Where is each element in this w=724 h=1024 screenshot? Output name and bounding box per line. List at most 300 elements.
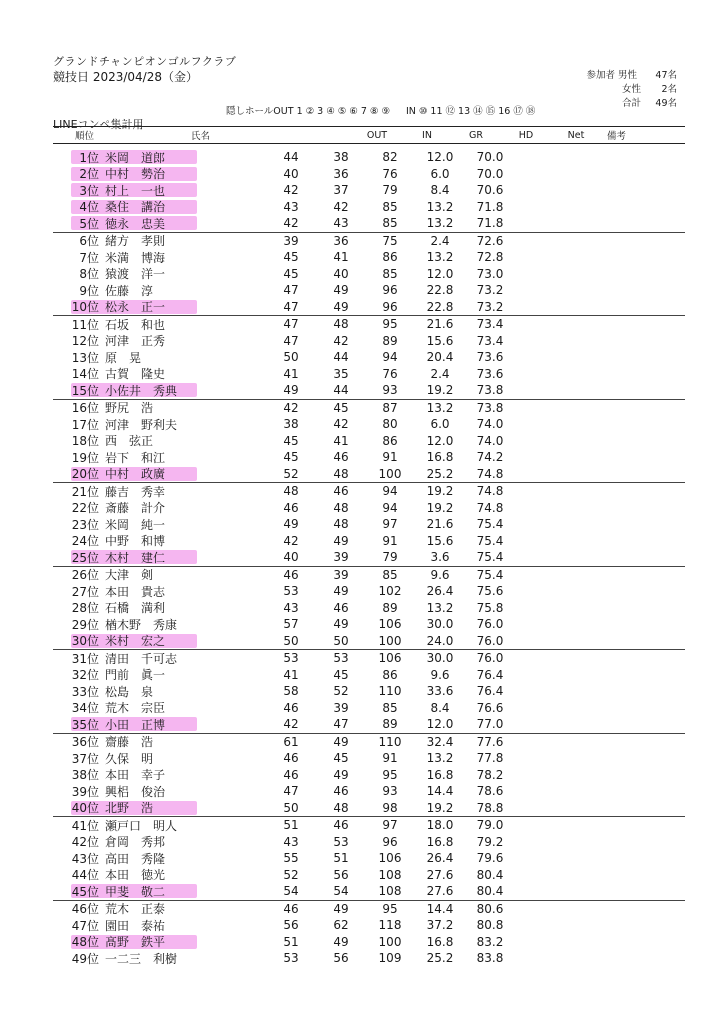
gr-cell: 85 bbox=[382, 199, 398, 214]
name-cell: 石坂 和也 bbox=[105, 317, 166, 332]
in-cell: 52 bbox=[333, 684, 349, 699]
hd-cell: 13.2 bbox=[426, 600, 454, 615]
rank-cell: 25位 bbox=[71, 550, 99, 565]
table-row bbox=[53, 783, 685, 800]
table-row bbox=[53, 266, 685, 283]
rank-cell: 45位 bbox=[71, 884, 99, 899]
gr-cell: 98 bbox=[382, 800, 398, 815]
name-cell: 緒方 孝則 bbox=[105, 234, 166, 249]
gr-cell: 86 bbox=[382, 250, 398, 265]
gr-cell: 97 bbox=[382, 818, 398, 833]
hd-cell: 15.6 bbox=[426, 533, 454, 548]
table-row bbox=[53, 466, 685, 484]
participants-total-value: 49名 bbox=[655, 98, 677, 109]
rank-cell: 11位 bbox=[71, 317, 99, 332]
net-cell: 75.6 bbox=[476, 584, 504, 599]
name-cell: 大津 剣 bbox=[105, 568, 154, 583]
out-cell: 44 bbox=[283, 150, 299, 165]
out-cell: 45 bbox=[283, 433, 299, 448]
out-cell: 46 bbox=[283, 767, 299, 782]
hidden-holes-in: IN ⑩ 11 ⑫ 13 ⑭ ⑮ 16 ⑰ ⑱ bbox=[405, 106, 536, 117]
rank-cell: 36位 bbox=[71, 735, 99, 750]
gr-cell: 79 bbox=[382, 183, 398, 198]
out-cell: 52 bbox=[283, 867, 299, 882]
out-cell: 41 bbox=[283, 366, 299, 381]
name-cell: 久保 明 bbox=[105, 751, 154, 766]
gr-cell: 100 bbox=[378, 633, 402, 648]
net-cell: 75.4 bbox=[476, 567, 504, 582]
name-cell: 斎藤 計介 bbox=[105, 501, 166, 516]
table-row bbox=[53, 817, 685, 834]
out-cell: 53 bbox=[283, 651, 299, 666]
rank-cell: 21位 bbox=[71, 484, 99, 499]
in-cell: 49 bbox=[333, 767, 349, 782]
hd-cell: 14.4 bbox=[426, 784, 454, 799]
out-cell: 45 bbox=[283, 450, 299, 465]
net-cell: 76.4 bbox=[476, 684, 504, 699]
col-out-header: OUT bbox=[366, 129, 388, 141]
in-cell: 56 bbox=[333, 951, 349, 966]
rank-cell: 30位 bbox=[71, 634, 99, 649]
in-cell: 53 bbox=[333, 834, 349, 849]
net-cell: 72.6 bbox=[476, 233, 504, 248]
table-row bbox=[53, 850, 685, 867]
hd-cell: 9.6 bbox=[430, 567, 450, 582]
rank-cell: 47位 bbox=[71, 918, 99, 933]
gr-cell: 85 bbox=[382, 567, 398, 582]
hd-cell: 2.4 bbox=[430, 366, 450, 381]
gr-cell: 85 bbox=[382, 700, 398, 715]
name-cell: 小田 正博 bbox=[105, 717, 166, 732]
out-cell: 54 bbox=[283, 884, 299, 899]
out-cell: 49 bbox=[283, 383, 299, 398]
rank-cell: 8位 bbox=[79, 267, 99, 282]
net-cell: 73.4 bbox=[476, 333, 504, 348]
table-row bbox=[53, 149, 685, 166]
in-cell: 47 bbox=[333, 717, 349, 732]
rank-cell: 23位 bbox=[71, 517, 99, 532]
gr-cell: 93 bbox=[382, 383, 398, 398]
hd-cell: 13.2 bbox=[426, 216, 454, 231]
in-cell: 48 bbox=[333, 500, 349, 515]
table-row bbox=[53, 282, 685, 299]
name-cell: 高田 秀隆 bbox=[105, 851, 166, 866]
hd-cell: 2.4 bbox=[430, 233, 450, 248]
net-cell: 75.4 bbox=[476, 517, 504, 532]
out-cell: 42 bbox=[283, 717, 299, 732]
table-row bbox=[53, 516, 685, 533]
gr-cell: 94 bbox=[382, 500, 398, 515]
participants-male-value: 47名 bbox=[655, 70, 677, 81]
rank-cell: 32位 bbox=[71, 668, 99, 683]
name-cell: 倉岡 秀邦 bbox=[105, 835, 166, 850]
in-cell: 41 bbox=[333, 250, 349, 265]
table-row bbox=[53, 901, 685, 918]
hd-cell: 27.6 bbox=[426, 867, 454, 882]
net-cell: 78.2 bbox=[476, 767, 504, 782]
in-cell: 56 bbox=[333, 867, 349, 882]
col-net-header: Net bbox=[567, 129, 585, 141]
gr-cell: 110 bbox=[378, 684, 402, 699]
results-table bbox=[53, 126, 685, 967]
out-cell: 46 bbox=[283, 901, 299, 916]
in-cell: 36 bbox=[333, 166, 349, 181]
in-cell: 49 bbox=[333, 584, 349, 599]
name-cell: 古賀 隆史 bbox=[105, 367, 166, 382]
out-cell: 50 bbox=[283, 633, 299, 648]
net-cell: 70.0 bbox=[476, 150, 504, 165]
name-cell: 一二三 利樹 bbox=[105, 951, 178, 966]
table-row bbox=[53, 316, 685, 333]
in-cell: 48 bbox=[333, 800, 349, 815]
out-cell: 43 bbox=[283, 834, 299, 849]
hd-cell: 8.4 bbox=[430, 700, 450, 715]
net-cell: 71.8 bbox=[476, 216, 504, 231]
table-row bbox=[53, 215, 685, 233]
name-cell: 原 晃 bbox=[105, 350, 142, 365]
participants-female-value: 2名 bbox=[661, 84, 677, 95]
in-cell: 49 bbox=[333, 734, 349, 749]
rank-cell: 1位 bbox=[79, 150, 99, 165]
net-cell: 76.0 bbox=[476, 617, 504, 632]
rank-cell: 10位 bbox=[71, 300, 99, 315]
hd-cell: 30.0 bbox=[426, 617, 454, 632]
rank-cell: 43位 bbox=[71, 851, 99, 866]
gr-cell: 86 bbox=[382, 667, 398, 682]
rank-cell: 3位 bbox=[79, 183, 99, 198]
hd-cell: 14.4 bbox=[426, 901, 454, 916]
hd-cell: 19.2 bbox=[426, 500, 454, 515]
name-cell: 松島 泉 bbox=[105, 684, 154, 699]
participants-male-label: 参加者 男性 bbox=[586, 70, 637, 81]
in-cell: 46 bbox=[333, 450, 349, 465]
table-row bbox=[53, 867, 685, 884]
hd-cell: 16.8 bbox=[426, 767, 454, 782]
table-row bbox=[53, 433, 685, 450]
out-cell: 39 bbox=[283, 233, 299, 248]
name-cell: 本田 幸子 bbox=[105, 768, 166, 783]
in-cell: 45 bbox=[333, 751, 349, 766]
participants-female bbox=[585, 83, 677, 97]
in-cell: 48 bbox=[333, 517, 349, 532]
table-row bbox=[53, 934, 685, 951]
gr-cell: 91 bbox=[382, 450, 398, 465]
gr-cell: 110 bbox=[378, 734, 402, 749]
gr-cell: 91 bbox=[382, 751, 398, 766]
name-cell: 中野 和博 bbox=[105, 534, 166, 549]
hd-cell: 13.2 bbox=[426, 250, 454, 265]
net-cell: 73.6 bbox=[476, 350, 504, 365]
rank-cell: 40位 bbox=[71, 801, 99, 816]
table-row bbox=[53, 750, 685, 767]
competition-title: LINEコンペ集計用 bbox=[53, 118, 144, 131]
net-cell: 70.6 bbox=[476, 183, 504, 198]
table-row bbox=[53, 483, 685, 500]
rank-cell: 28位 bbox=[71, 601, 99, 616]
net-cell: 77.0 bbox=[476, 717, 504, 732]
in-cell: 37 bbox=[333, 183, 349, 198]
name-cell: 楢木野 秀康 bbox=[105, 617, 178, 632]
name-cell: 猿渡 洋一 bbox=[105, 267, 166, 282]
out-cell: 41 bbox=[283, 667, 299, 682]
gr-cell: 86 bbox=[382, 433, 398, 448]
col-note-header: 備考 bbox=[607, 131, 627, 142]
club-name: グランドチャンピオンゴルフクラブ bbox=[53, 55, 237, 68]
hd-cell: 24.0 bbox=[426, 633, 454, 648]
hd-cell: 16.8 bbox=[426, 450, 454, 465]
name-cell: 河津 正秀 bbox=[105, 334, 166, 349]
net-cell: 73.8 bbox=[476, 383, 504, 398]
out-cell: 47 bbox=[283, 283, 299, 298]
out-cell: 47 bbox=[283, 784, 299, 799]
out-cell: 46 bbox=[283, 500, 299, 515]
in-cell: 54 bbox=[333, 884, 349, 899]
name-cell: 米岡 純一 bbox=[105, 517, 166, 532]
gr-cell: 95 bbox=[382, 317, 398, 332]
name-cell: 門前 眞一 bbox=[105, 668, 166, 683]
net-cell: 73.6 bbox=[476, 366, 504, 381]
table-row bbox=[53, 716, 685, 734]
name-cell: 甲斐 敬二 bbox=[105, 884, 166, 899]
hd-cell: 19.2 bbox=[426, 383, 454, 398]
net-cell: 73.2 bbox=[476, 283, 504, 298]
col-hd-header: HD bbox=[518, 129, 534, 141]
rank-cell: 15位 bbox=[71, 383, 99, 398]
table-row bbox=[53, 299, 685, 317]
rank-cell: 17位 bbox=[71, 417, 99, 432]
name-cell: 本田 貴志 bbox=[105, 584, 166, 599]
out-cell: 42 bbox=[283, 533, 299, 548]
out-cell: 40 bbox=[283, 166, 299, 181]
name-cell: 本田 徳光 bbox=[105, 868, 166, 883]
table-row bbox=[53, 166, 685, 183]
hd-cell: 25.2 bbox=[426, 466, 454, 481]
name-cell: 北野 浩 bbox=[105, 801, 154, 816]
out-cell: 42 bbox=[283, 183, 299, 198]
gr-cell: 94 bbox=[382, 350, 398, 365]
net-cell: 74.8 bbox=[476, 484, 504, 499]
participants-female-label: 女性 bbox=[621, 84, 641, 95]
net-cell: 80.8 bbox=[476, 918, 504, 933]
name-cell: 西 弦正 bbox=[105, 434, 154, 449]
table-row bbox=[53, 800, 685, 818]
hd-cell: 26.4 bbox=[426, 584, 454, 599]
net-cell: 70.0 bbox=[476, 166, 504, 181]
net-cell: 78.8 bbox=[476, 800, 504, 815]
net-cell: 79.2 bbox=[476, 834, 504, 849]
in-cell: 44 bbox=[333, 383, 349, 398]
rank-cell: 24位 bbox=[71, 534, 99, 549]
participant-summary bbox=[585, 69, 677, 111]
in-cell: 46 bbox=[333, 600, 349, 615]
name-cell: 村上 一也 bbox=[105, 183, 166, 198]
participants-total-label: 合計 bbox=[621, 98, 641, 109]
rank-cell: 9位 bbox=[79, 283, 99, 298]
rank-cell: 20位 bbox=[71, 467, 99, 482]
table-row bbox=[53, 616, 685, 633]
out-cell: 47 bbox=[283, 333, 299, 348]
gr-cell: 95 bbox=[382, 767, 398, 782]
name-cell: 野尻 浩 bbox=[105, 401, 154, 416]
in-cell: 49 bbox=[333, 533, 349, 548]
net-cell: 75.8 bbox=[476, 600, 504, 615]
gr-cell: 87 bbox=[382, 400, 398, 415]
gr-cell: 89 bbox=[382, 717, 398, 732]
hd-cell: 6.0 bbox=[430, 166, 450, 181]
out-cell: 38 bbox=[283, 417, 299, 432]
table-row bbox=[53, 950, 685, 967]
in-cell: 43 bbox=[333, 216, 349, 231]
name-cell: 中村 政廣 bbox=[105, 467, 166, 482]
table-row bbox=[53, 416, 685, 433]
gr-cell: 100 bbox=[378, 934, 402, 949]
col-in-header: IN bbox=[422, 129, 432, 141]
hd-cell: 21.6 bbox=[426, 517, 454, 532]
participants-total bbox=[585, 97, 677, 111]
col-rank-header: 順位 bbox=[75, 131, 95, 142]
hd-cell: 37.2 bbox=[426, 918, 454, 933]
hd-cell: 20.4 bbox=[426, 350, 454, 365]
net-cell: 73.0 bbox=[476, 266, 504, 281]
in-cell: 48 bbox=[333, 317, 349, 332]
hd-cell: 19.2 bbox=[426, 800, 454, 815]
gr-cell: 96 bbox=[382, 834, 398, 849]
gr-cell: 91 bbox=[382, 533, 398, 548]
net-cell: 78.6 bbox=[476, 784, 504, 799]
in-cell: 49 bbox=[333, 901, 349, 916]
gr-cell: 106 bbox=[378, 851, 402, 866]
col-name-header: 氏名 bbox=[191, 131, 211, 142]
table-row bbox=[53, 683, 685, 700]
out-cell: 51 bbox=[283, 818, 299, 833]
gr-cell: 102 bbox=[378, 584, 402, 599]
hd-cell: 32.4 bbox=[426, 734, 454, 749]
out-cell: 52 bbox=[283, 466, 299, 481]
hd-cell: 13.2 bbox=[426, 199, 454, 214]
hd-cell: 26.4 bbox=[426, 851, 454, 866]
rank-cell: 34位 bbox=[71, 701, 99, 716]
gr-cell: 108 bbox=[378, 867, 402, 882]
table-row bbox=[53, 734, 685, 751]
out-cell: 43 bbox=[283, 600, 299, 615]
name-cell: 米村 宏之 bbox=[105, 634, 166, 649]
name-cell: 米岡 道郎 bbox=[105, 150, 166, 165]
rank-cell: 14位 bbox=[71, 367, 99, 382]
rank-cell: 38位 bbox=[71, 768, 99, 783]
hd-cell: 25.2 bbox=[426, 951, 454, 966]
net-cell: 76.6 bbox=[476, 700, 504, 715]
rank-cell: 13位 bbox=[71, 350, 99, 365]
out-cell: 45 bbox=[283, 250, 299, 265]
gr-cell: 76 bbox=[382, 166, 398, 181]
table-row bbox=[53, 583, 685, 600]
competition-date: 競技日 2023/04/28（金） bbox=[53, 70, 198, 84]
name-cell: 松永 正一 bbox=[105, 300, 166, 315]
rank-cell: 18位 bbox=[71, 434, 99, 449]
in-cell: 46 bbox=[333, 484, 349, 499]
gr-cell: 75 bbox=[382, 233, 398, 248]
in-cell: 45 bbox=[333, 400, 349, 415]
name-cell: 米満 博海 bbox=[105, 250, 166, 265]
hd-cell: 33.6 bbox=[426, 684, 454, 699]
out-cell: 48 bbox=[283, 484, 299, 499]
in-cell: 49 bbox=[333, 283, 349, 298]
gr-cell: 79 bbox=[382, 550, 398, 565]
out-cell: 53 bbox=[283, 584, 299, 599]
net-cell: 74.0 bbox=[476, 433, 504, 448]
name-cell: 岩下 和江 bbox=[105, 450, 166, 465]
rank-cell: 2位 bbox=[79, 167, 99, 182]
out-cell: 50 bbox=[283, 800, 299, 815]
hd-cell: 15.6 bbox=[426, 333, 454, 348]
in-cell: 50 bbox=[333, 633, 349, 648]
out-cell: 56 bbox=[283, 918, 299, 933]
rank-cell: 29位 bbox=[71, 617, 99, 632]
rank-cell: 31位 bbox=[71, 651, 99, 666]
rank-cell: 41位 bbox=[71, 818, 99, 833]
participants-male bbox=[585, 69, 677, 83]
in-cell: 36 bbox=[333, 233, 349, 248]
hidden-holes-out: 隠しホールOUT 1 ② 3 ④ ⑤ ⑥ 7 ⑧ ⑨ bbox=[226, 106, 390, 117]
rank-cell: 49位 bbox=[71, 951, 99, 966]
table-row bbox=[53, 249, 685, 266]
name-cell: 齋藤 浩 bbox=[105, 735, 154, 750]
net-cell: 73.8 bbox=[476, 400, 504, 415]
net-cell: 77.8 bbox=[476, 751, 504, 766]
table-row bbox=[53, 533, 685, 550]
in-cell: 62 bbox=[333, 918, 349, 933]
in-cell: 39 bbox=[333, 567, 349, 582]
in-cell: 51 bbox=[333, 851, 349, 866]
out-cell: 42 bbox=[283, 400, 299, 415]
in-cell: 41 bbox=[333, 433, 349, 448]
table-row bbox=[53, 667, 685, 684]
name-cell: 木村 建仁 bbox=[105, 550, 166, 565]
rank-cell: 12位 bbox=[71, 334, 99, 349]
hd-cell: 12.0 bbox=[426, 433, 454, 448]
table-row bbox=[53, 400, 685, 417]
in-cell: 49 bbox=[333, 617, 349, 632]
out-cell: 61 bbox=[283, 734, 299, 749]
net-cell: 76.0 bbox=[476, 633, 504, 648]
gr-cell: 96 bbox=[382, 283, 398, 298]
net-cell: 76.4 bbox=[476, 667, 504, 682]
rank-cell: 22位 bbox=[71, 501, 99, 516]
out-cell: 46 bbox=[283, 751, 299, 766]
in-cell: 42 bbox=[333, 417, 349, 432]
in-cell: 46 bbox=[333, 818, 349, 833]
rank-cell: 27位 bbox=[71, 584, 99, 599]
name-cell: 桑住 講治 bbox=[105, 200, 166, 215]
hd-cell: 12.0 bbox=[426, 717, 454, 732]
hd-cell: 21.6 bbox=[426, 317, 454, 332]
name-cell: 興梠 俊治 bbox=[105, 784, 166, 799]
hd-cell: 16.8 bbox=[426, 834, 454, 849]
rank-cell: 6位 bbox=[79, 234, 99, 249]
hd-cell: 12.0 bbox=[426, 266, 454, 281]
hd-cell: 6.0 bbox=[430, 417, 450, 432]
in-cell: 39 bbox=[333, 550, 349, 565]
table-row bbox=[53, 382, 685, 400]
gr-cell: 76 bbox=[382, 366, 398, 381]
rank-cell: 5位 bbox=[79, 216, 99, 231]
gr-cell: 106 bbox=[378, 651, 402, 666]
in-cell: 48 bbox=[333, 466, 349, 481]
rank-cell: 16位 bbox=[71, 401, 99, 416]
out-cell: 57 bbox=[283, 617, 299, 632]
table-row bbox=[53, 199, 685, 216]
hd-cell: 19.2 bbox=[426, 484, 454, 499]
